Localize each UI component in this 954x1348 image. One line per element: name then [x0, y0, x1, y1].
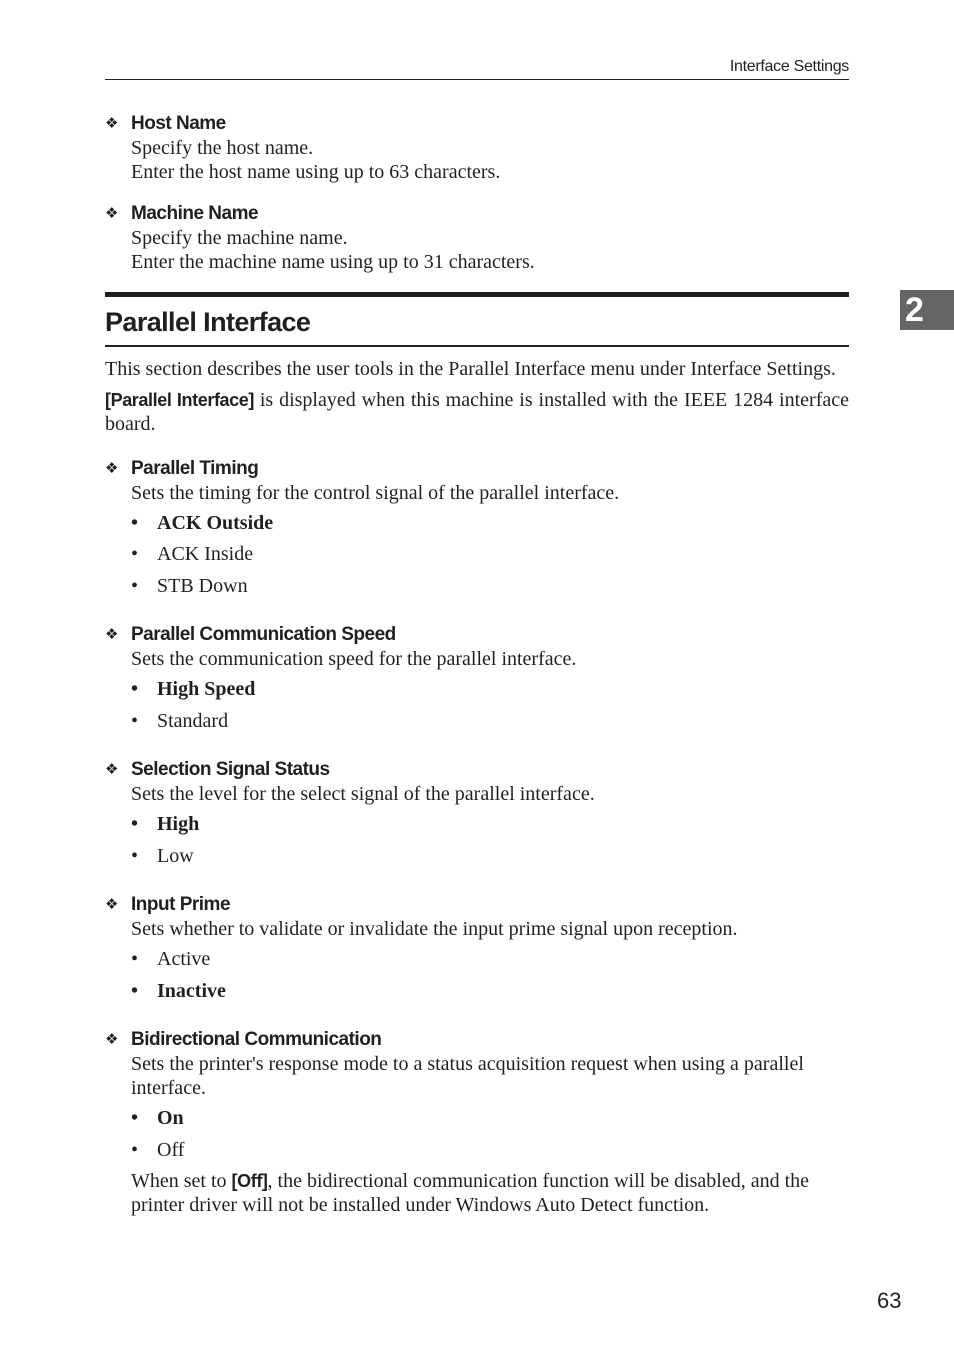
section-desc: Sets the level for the select signal of the parallel interface.	[131, 783, 595, 805]
section-desc: Sets the printer's response mode to a status acquisition request when using a parallel interface.	[131, 1053, 804, 1099]
section-desc: Sets whether to validate or invalidate the input prime signal upon reception.	[131, 918, 738, 940]
menu-key-label: [Off]	[231, 1171, 268, 1191]
section-title: Host Name	[131, 113, 226, 134]
list-item: • Standard	[131, 709, 229, 732]
list-item: • High Speed	[131, 678, 256, 700]
option-list	[131, 1106, 849, 1169]
page-content	[105, 112, 849, 1235]
page-title: Parallel Interface	[105, 307, 311, 337]
heading-rule-thin	[105, 345, 849, 347]
list-item: • ACK Outside	[131, 511, 274, 534]
section-line: Specify the machine name.	[131, 227, 348, 249]
section-input-prime	[105, 893, 849, 1010]
list-item: • STB Down	[131, 574, 248, 597]
section-desc: Sets the timing for the control signal of the parallel interface.	[131, 481, 620, 504]
section-line: Enter the machine name using up to 31 characters.	[131, 251, 535, 273]
section-title: Input Prime	[131, 894, 231, 915]
intro-paragraph: This section describes the user tools in the Parallel Interface menu under Interface Settings.	[105, 357, 836, 380]
option-list	[131, 677, 849, 740]
option-list	[131, 812, 849, 875]
menu-key-label: [Parallel Interface]	[105, 389, 254, 410]
header-title: Interface Settings	[729, 58, 849, 75]
section-selection-signal-status	[105, 758, 849, 875]
intro-note: [Parallel Interface] is displayed when this machine is installed with the IEEE 1284 interface board.	[105, 388, 849, 435]
section-title: Parallel Communication Speed	[131, 624, 396, 645]
section-title: Parallel Timing	[131, 457, 259, 479]
list-item: • Low	[131, 844, 194, 867]
diamond-bullet-icon: ❖	[105, 626, 118, 643]
section-machine-name	[105, 202, 849, 274]
diamond-bullet-icon: ❖	[105, 761, 118, 778]
list-item: • Active	[131, 948, 211, 970]
list-item: • On	[131, 1107, 184, 1129]
section-desc: Sets the communication speed for the parallel interface.	[131, 648, 577, 670]
list-item: • Off	[131, 1138, 185, 1161]
list-item: • High	[131, 813, 200, 835]
section-title: Bidirectional Communication	[131, 1029, 382, 1050]
section-title: Machine Name	[131, 203, 259, 224]
section-parallel-timing	[105, 457, 849, 606]
section-note: When set to [Off], the bidirectional communication function will be disabled, and the printer driver will not be installed under Windows Auto Detect function.	[131, 1170, 810, 1216]
parallel-interface-heading-block	[105, 292, 849, 347]
diamond-bullet-icon: ❖	[105, 459, 118, 477]
diamond-bullet-icon: ❖	[105, 1031, 118, 1048]
list-item: • Inactive	[131, 979, 226, 1002]
running-header	[105, 56, 849, 80]
chapter-tab: 2	[900, 290, 954, 330]
intro-text	[105, 357, 849, 436]
section-host-name	[105, 112, 849, 184]
section-title: Selection Signal Status	[131, 759, 330, 780]
diamond-bullet-icon: ❖	[105, 896, 118, 913]
diamond-bullet-icon: ❖	[105, 115, 118, 132]
section-bidirectional-communication	[105, 1028, 849, 1217]
option-list	[131, 947, 849, 1010]
option-list	[131, 511, 849, 606]
page-number: 63	[877, 1288, 902, 1313]
section-parallel-communication-speed	[105, 623, 849, 740]
section-line: Specify the host name.	[131, 137, 314, 159]
section-line: Enter the host name using up to 63 characters.	[131, 161, 501, 183]
diamond-bullet-icon: ❖	[105, 205, 118, 222]
list-item: • ACK Inside	[131, 543, 254, 565]
